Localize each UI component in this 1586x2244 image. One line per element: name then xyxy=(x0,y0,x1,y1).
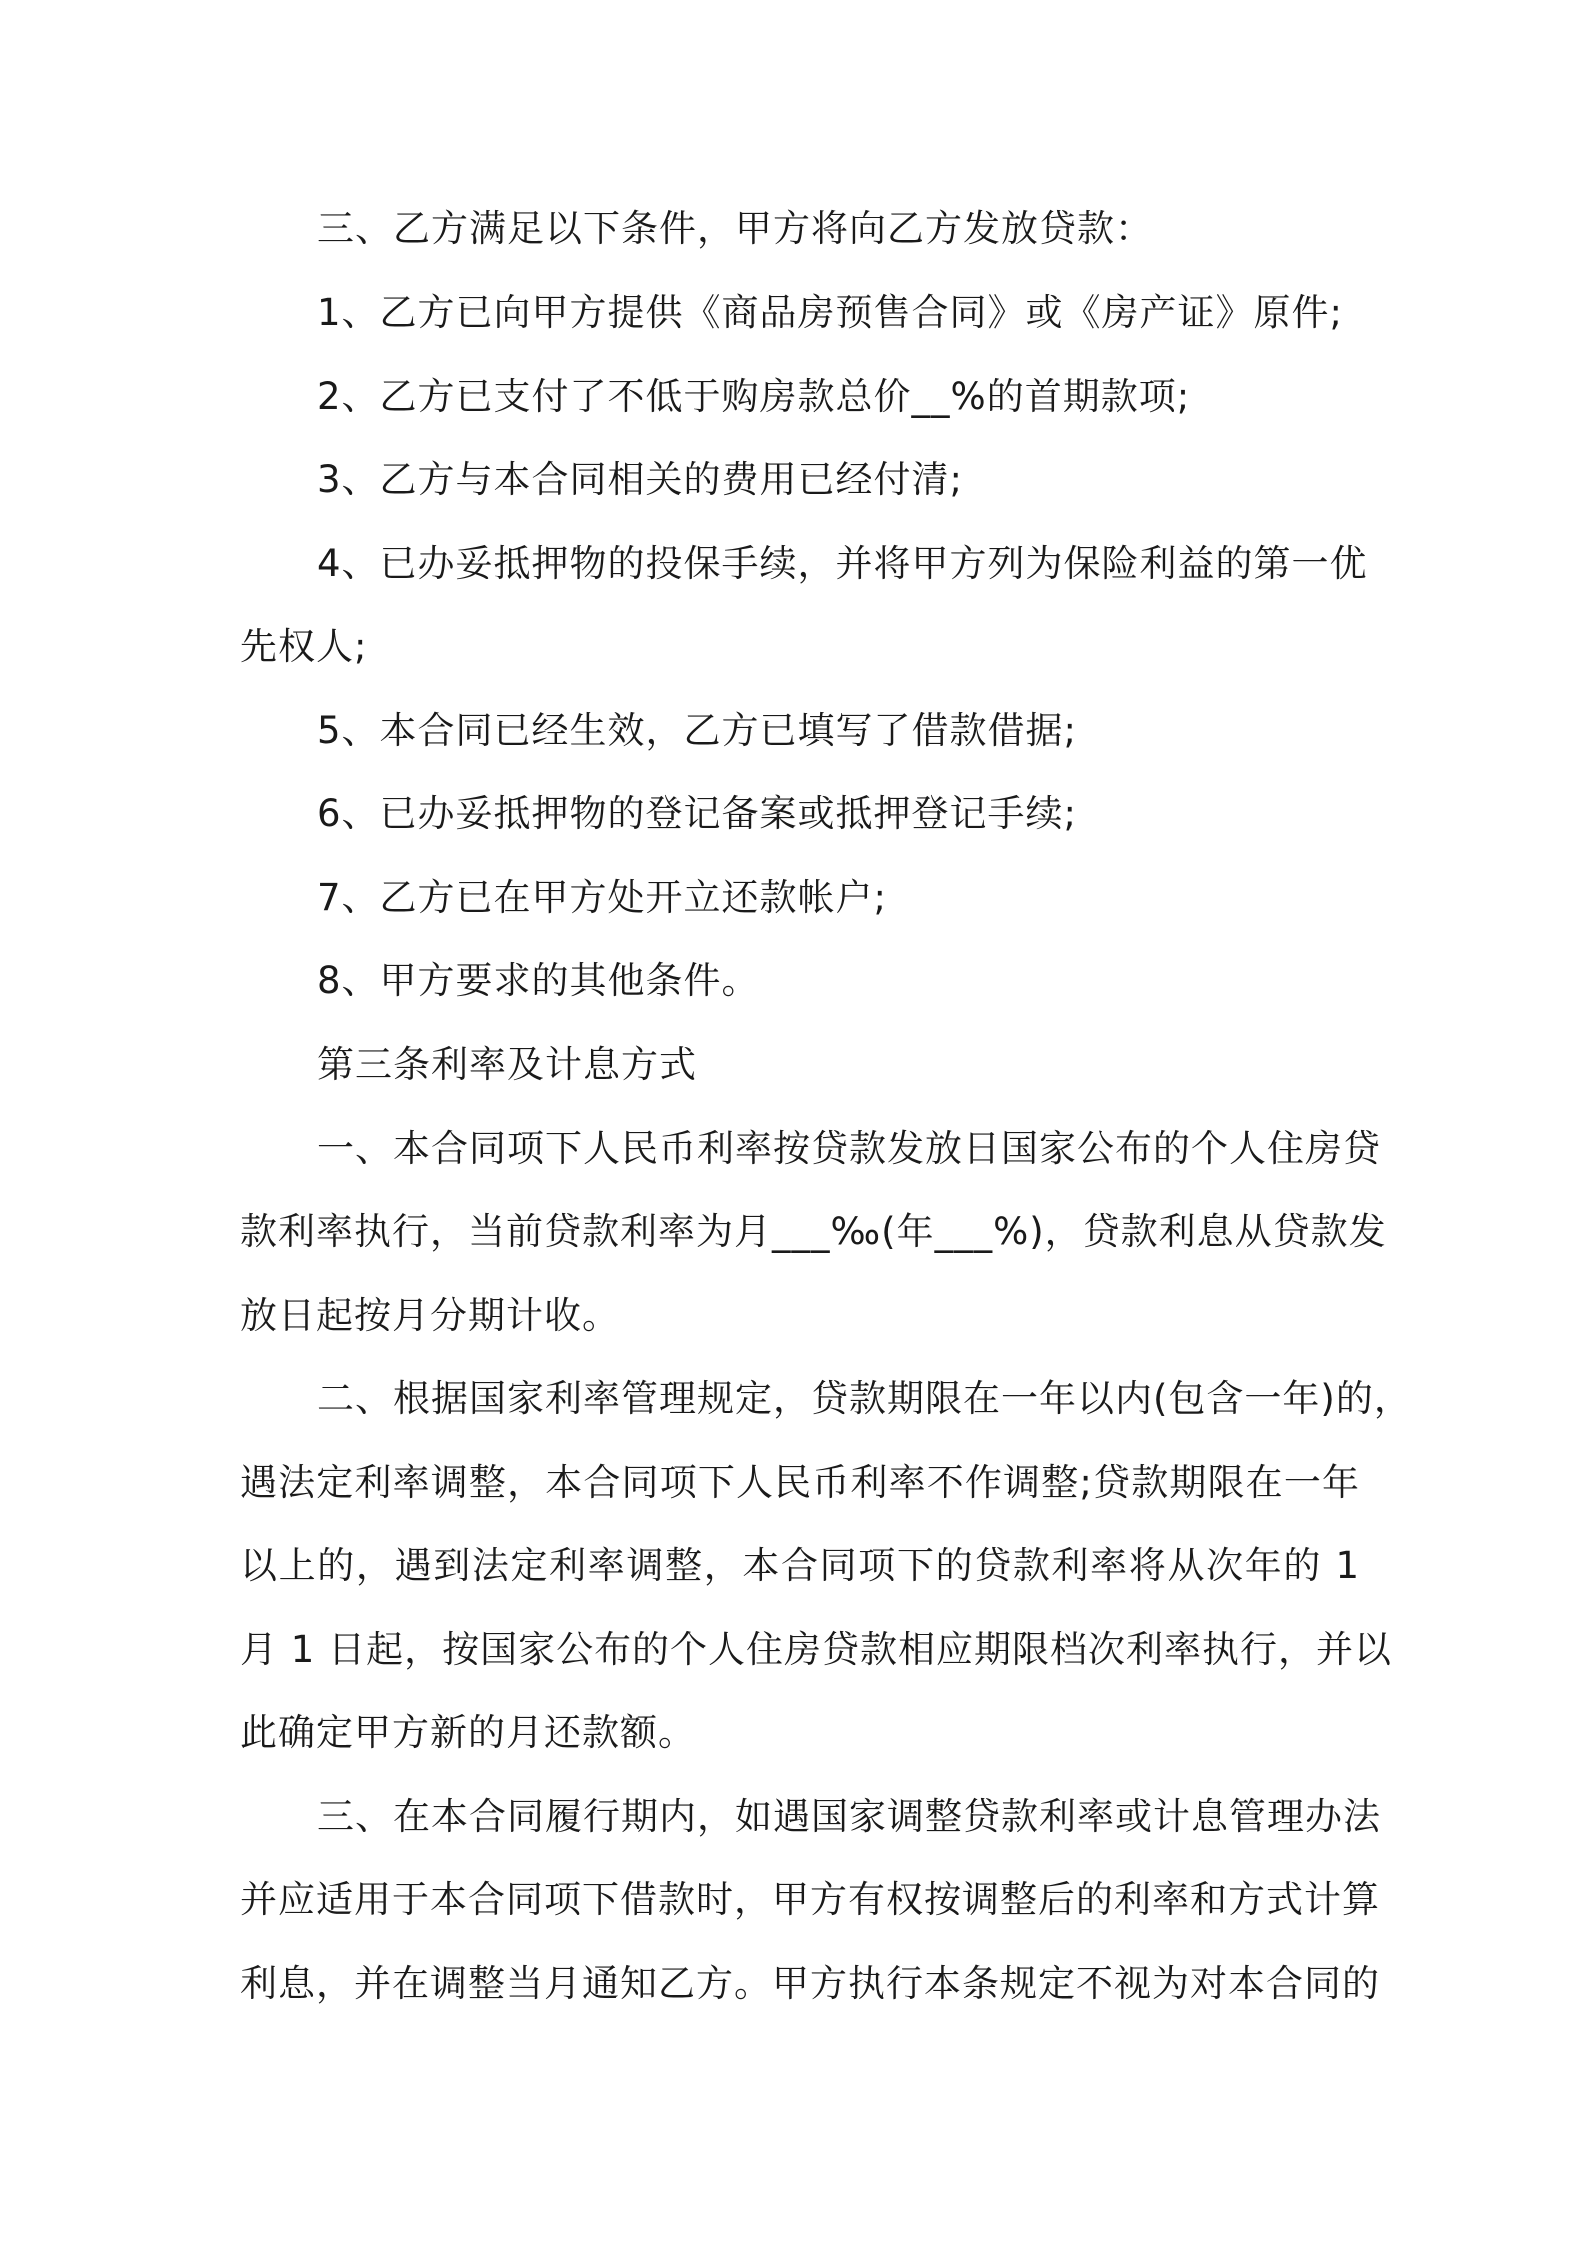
paragraph-line: 并应适用于本合同项下借款时，甲方有权按调整后的利率和方式计算 xyxy=(240,1878,1380,1921)
paragraph-line: 先权人; xyxy=(240,625,368,668)
section-heading: 第三条利率及计息方式 xyxy=(317,1043,697,1086)
paragraph-line: 利息，并在调整当月通知乙方。甲方执行本条规定不视为对本合同的 xyxy=(240,1962,1380,2005)
paragraph-line: 6、已办妥抵押物的登记备案或抵押登记手续; xyxy=(317,792,1078,835)
paragraph-line: 一、本合同项下人民币利率按贷款发放日国家公布的个人住房贷 xyxy=(317,1127,1381,1170)
paragraph-line: 三、在本合同履行期内，如遇国家调整贷款利率或计息管理办法 xyxy=(317,1795,1381,1838)
paragraph-line: 二、根据国家利率管理规定，贷款期限在一年以内(包含一年)的， xyxy=(317,1377,1412,1420)
paragraph-line: 7、乙方已在甲方处开立还款帐户; xyxy=(317,876,888,919)
paragraph-line: 8、甲方要求的其他条件。 xyxy=(317,959,760,1002)
paragraph-line: 遇法定利率调整，本合同项下人民币利率不作调整;贷款期限在一年 xyxy=(240,1461,1360,1504)
paragraph-line: 三、乙方满足以下条件，甲方将向乙方发放贷款： xyxy=(317,207,1153,250)
paragraph-line: 1、乙方已向甲方提供《商品房预售合同》或《房产证》原件; xyxy=(317,291,1344,334)
paragraph-line: 5、本合同已经生效，乙方已填写了借款借据; xyxy=(317,709,1078,752)
paragraph-line: 2、乙方已支付了不低于购房款总价__%的首期款项; xyxy=(317,375,1191,418)
paragraph-line: 款利率执行，当前贷款利率为月___‰(年___%)，贷款利息从贷款发 xyxy=(240,1210,1387,1253)
paragraph-line: 此确定甲方新的月还款额。 xyxy=(240,1711,696,1754)
paragraph-line: 放日起按月分期计收。 xyxy=(240,1294,620,1337)
paragraph-line: 以上的，遇到法定利率调整，本合同项下的贷款利率将从次年的 1 xyxy=(240,1544,1360,1587)
paragraph-line: 4、已办妥抵押物的投保手续，并将甲方列为保险利益的第一优 xyxy=(317,542,1368,585)
paragraph-line: 月 1 日起，按国家公布的个人住房贷款相应期限档次利率执行，并以 xyxy=(240,1628,1393,1671)
paragraph-line: 3、乙方与本合同相关的费用已经付清; xyxy=(317,458,964,501)
